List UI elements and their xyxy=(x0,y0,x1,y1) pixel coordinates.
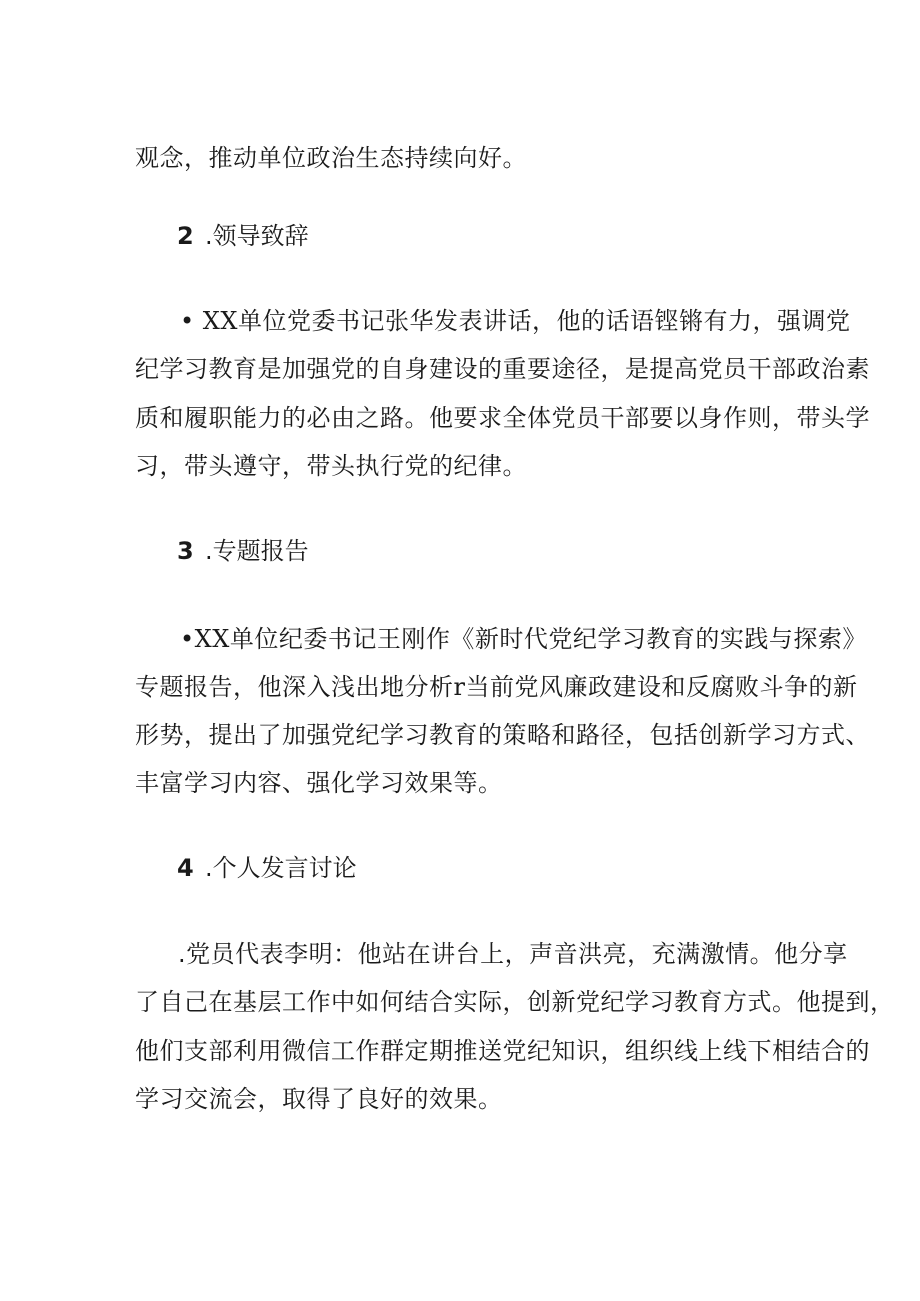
section-heading-2 xyxy=(177,224,309,248)
section-heading-3 xyxy=(177,539,309,563)
section3-paragraph-line: 丰富学习内容、强化学习效果等。 xyxy=(135,769,503,797)
section-title: .专题报告 xyxy=(205,537,309,565)
section2-paragraph-line: • XX单位党委书记张华发表讲话，他的话语铿锵有力，强调党 xyxy=(180,307,851,335)
intro-paragraph-line: 观念，推动单位政治生态持续向好。 xyxy=(135,144,527,172)
section3-paragraph-line: 形势，提出了加强党纪学习教育的策略和路径，包括创新学习方式、 xyxy=(135,721,870,749)
section2-paragraph-line: 质和履职能力的必由之路。他要求全体党员干部要以身作则，带头学 xyxy=(135,404,870,432)
section3-paragraph-line: •XX单位纪委书记王刚作《新时代党纪学习教育的实践与探索》 xyxy=(180,625,867,653)
speaker-label: .党员代表李明： xyxy=(178,940,358,968)
section-title: .领导致辞 xyxy=(205,222,309,250)
section-number: 3 xyxy=(177,537,194,565)
section-number: 4 xyxy=(177,854,194,882)
section4-paragraph-line: 了自己在基层工作中如何结合实际，创新党纪学习教育方式。他提到， xyxy=(135,988,895,1016)
section-number: 2 xyxy=(177,222,194,250)
section4-paragraph-line: 学习交流会，取得了良好的效果。 xyxy=(135,1085,503,1113)
section2-paragraph-line: 习，带头遵守，带头执行党的纪律。 xyxy=(135,452,527,480)
section4-paragraph-line xyxy=(178,942,848,966)
section2-paragraph-line: 纪学习教育是加强党的自身建设的重要途径，是提高党员干部政治素 xyxy=(135,355,870,383)
section4-paragraph-line: 他们支部利用微信工作群定期推送党纪知识，组织线上线下相结合的 xyxy=(135,1037,870,1065)
section-heading-4 xyxy=(177,856,357,880)
section3-paragraph-line: 专题报告，他深入浅出地分析r当前党风廉政建设和反腐败斗争的新 xyxy=(135,673,858,701)
section-title: .个人发言讨论 xyxy=(205,854,357,882)
speaker-text: 他站在讲台上，声音洪亮，充满激情。他分享 xyxy=(357,940,848,968)
